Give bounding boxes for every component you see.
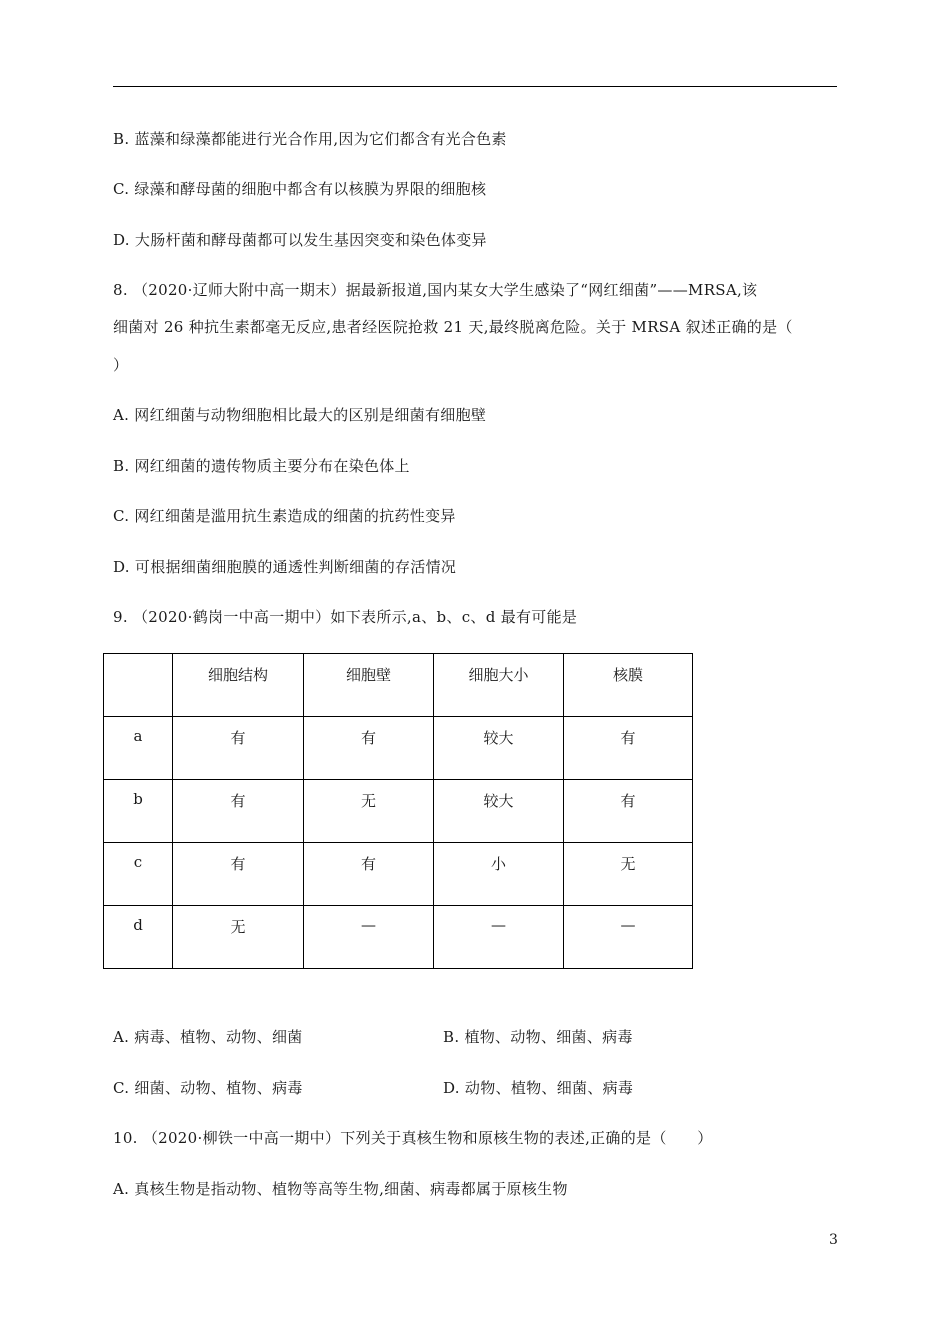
table-cell: 有	[564, 717, 693, 780]
q8-option-c: C. 网红细菌是滥用抗生素造成的细菌的抗药性变异	[113, 507, 456, 525]
q8-option-a: A. 网红细菌与动物细胞相比最大的区别是细菌有细胞壁	[113, 406, 487, 424]
table-cell: 有	[564, 780, 693, 843]
header-rule	[113, 86, 837, 87]
table-cell: d	[104, 906, 173, 969]
q8-stem-line2: 细菌对 26 种抗生素都毫无反应,患者经医院抢救 21 天,最终脱离危险。关于 MRSA 叙述正确的是（	[113, 318, 793, 336]
table-cell: 较大	[434, 717, 564, 780]
table-cell: —	[434, 906, 564, 969]
q8-stem-line3: ）	[113, 356, 129, 374]
table-cell: —	[564, 906, 693, 969]
q9-option-c: C. 细菌、动物、植物、病毒	[113, 1079, 303, 1097]
q9-option-a: A. 病毒、植物、动物、细菌	[113, 1028, 303, 1046]
table-cell: 有	[173, 843, 304, 906]
table-header-cell: 细胞壁	[304, 654, 434, 717]
table-cell: 有	[304, 717, 434, 780]
table-cell: 有	[173, 717, 304, 780]
q10-stem: 10. （2020·柳铁一中高一期中）下列关于真核生物和原核生物的表述,正确的是（ ）	[113, 1129, 713, 1147]
table-row	[104, 780, 693, 843]
table-cell: 小	[434, 843, 564, 906]
table-cell: 无	[173, 906, 304, 969]
table-cell: b	[104, 780, 173, 843]
q10-option-a: A. 真核生物是指动物、植物等高等生物,细菌、病毒都属于原核生物	[113, 1180, 568, 1198]
table-cell: 无	[564, 843, 693, 906]
table-cell: 较大	[434, 780, 564, 843]
q8-option-b: B. 网红细菌的遗传物质主要分布在染色体上	[113, 457, 410, 475]
table-cell: —	[304, 906, 434, 969]
page-number: 3	[829, 1232, 838, 1248]
table-header-row	[104, 654, 693, 717]
table-cell: 有	[304, 843, 434, 906]
table-row	[104, 843, 693, 906]
q7-option-b: B. 蓝藻和绿藻都能进行光合作用,因为它们都含有光合色素	[113, 130, 507, 148]
table-row	[104, 717, 693, 780]
q7-option-c: C. 绿藻和酵母菌的细胞中都含有以核膜为界限的细胞核	[113, 180, 487, 198]
table-cell: c	[104, 843, 173, 906]
table-cell: 无	[304, 780, 434, 843]
table-header-cell: 核膜	[564, 654, 693, 717]
table-row	[104, 906, 693, 969]
q8-option-d: D. 可根据细菌细胞膜的通透性判断细菌的存活情况	[113, 558, 457, 576]
q7-option-d: D. 大肠杆菌和酵母菌都可以发生基因突变和染色体变异	[113, 231, 487, 249]
table-cell: a	[104, 717, 173, 780]
table-header-cell: 细胞结构	[173, 654, 304, 717]
q9-table	[103, 653, 693, 969]
q9-option-d: D. 动物、植物、细菌、病毒	[443, 1079, 634, 1097]
table-header-cell: 细胞大小	[434, 654, 564, 717]
table-header-cell	[104, 654, 173, 717]
q9-option-b: B. 植物、动物、细菌、病毒	[443, 1028, 633, 1046]
table-cell: 有	[173, 780, 304, 843]
q8-stem-line1: 8. （2020·辽师大附中高一期末）据最新报道,国内某女大学生感染了“网红细菌”——MRSA,该	[113, 281, 758, 299]
q9-stem: 9. （2020·鹤岗一中高一期中）如下表所示,a、b、c、d 最有可能是	[113, 608, 578, 626]
